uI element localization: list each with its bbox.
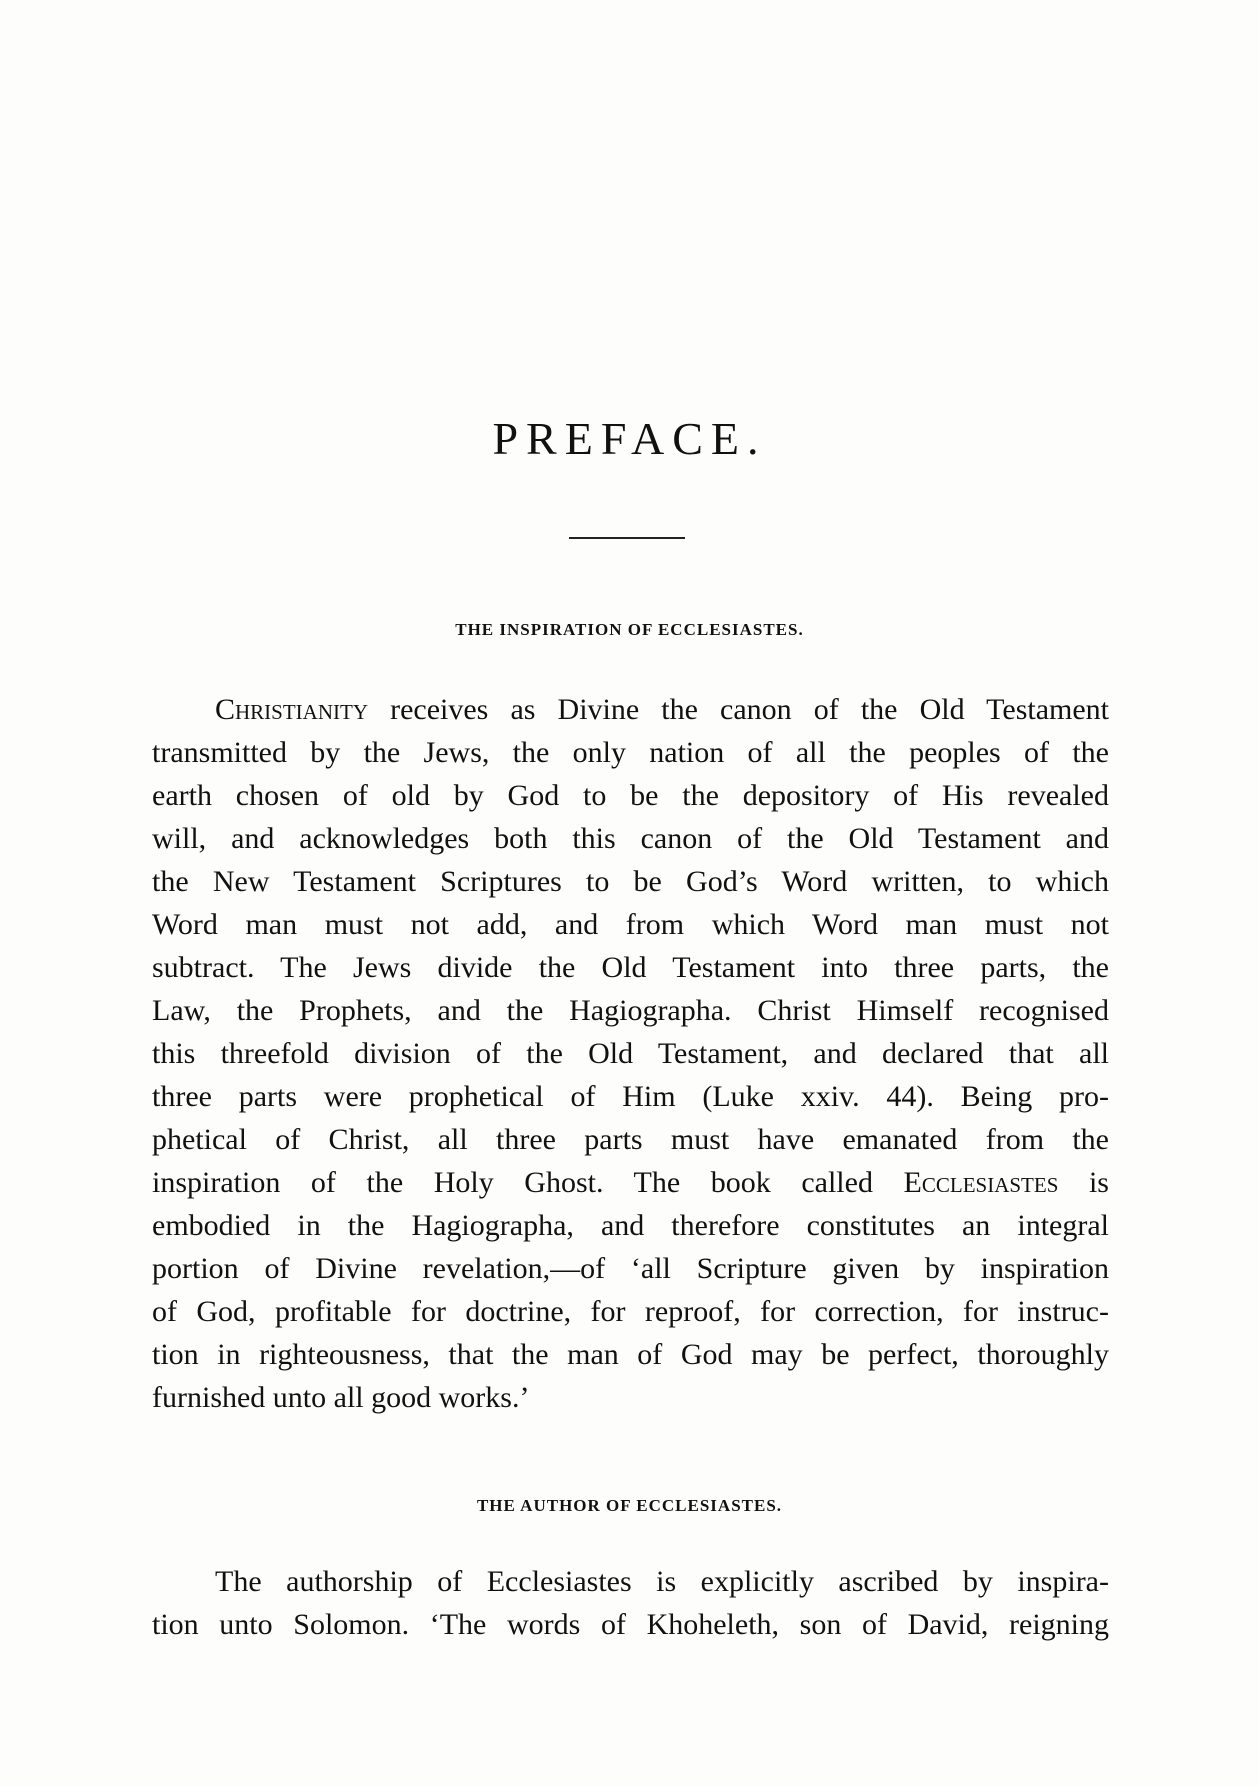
page-title: PREFACE. xyxy=(492,413,767,464)
paragraph-line: inspiration of the Holy Ghost. The book called Ecclesiastes is xyxy=(152,1166,1109,1199)
paragraph-line: The authorship of Ecclesiastes is explicitly ascribed by inspira- xyxy=(215,1565,1109,1598)
section-heading-inspiration: THE INSPIRATION OF ECCLESIASTES. xyxy=(455,620,804,639)
paragraph-line: tion in righteousness, that the man of God may be perfect, thoroughly xyxy=(152,1338,1109,1371)
small-caps-book-name: Ecclesiastes xyxy=(903,1166,1059,1199)
paragraph-line: embodied in the Hagiographa, and therefore constitutes an integral xyxy=(152,1209,1109,1242)
section-heading-author: THE AUTHOR OF ECCLESIASTES. xyxy=(476,1496,783,1515)
paragraph-line: tion unto Solomon. ‘The words of Khoheleth, son of David, reigning xyxy=(152,1608,1109,1641)
paragraph-line: Word man must not add, and from which Word man must not xyxy=(152,908,1109,941)
small-caps-lead: Christianity xyxy=(215,693,368,726)
paragraph-line: this threefold division of the Old Testament, and declared that all xyxy=(152,1037,1109,1070)
paragraph-line: furnished unto all good works.’ xyxy=(152,1381,530,1414)
paragraph-line: Christianity receives as Divine the canon of the Old Testament xyxy=(215,693,1109,726)
paragraph-line: Law, the Prophets, and the Hagiographa. Christ Himself recognised xyxy=(152,994,1109,1027)
paragraph-line: the New Testament Scriptures to be God’s Word written, to which xyxy=(152,865,1109,898)
paragraph-author xyxy=(152,1560,1109,1646)
title-divider xyxy=(569,537,685,539)
paragraph-inspiration xyxy=(152,688,1109,1419)
paragraph-line: phetical of Christ, all three parts must have emanated from the xyxy=(152,1123,1109,1156)
paragraph-line: of God, profitable for doctrine, for reproof, for correction, for instruc- xyxy=(152,1295,1109,1328)
paragraph-line: earth chosen of old by God to be the depository of His revealed xyxy=(152,779,1109,812)
paragraph-line: subtract. The Jews divide the Old Testament into three parts, the xyxy=(152,951,1109,984)
paragraph-line: portion of Divine revelation,—of ‘all Scripture given by inspiration xyxy=(152,1252,1109,1285)
paragraph-line: will, and acknowledges both this canon of the Old Testament and xyxy=(152,822,1109,855)
paragraph-line: transmitted by the Jews, the only nation of all the peoples of the xyxy=(152,736,1109,769)
paragraph-line: three parts were prophetical of Him (Luke xxiv. 44). Being pro- xyxy=(152,1080,1109,1113)
